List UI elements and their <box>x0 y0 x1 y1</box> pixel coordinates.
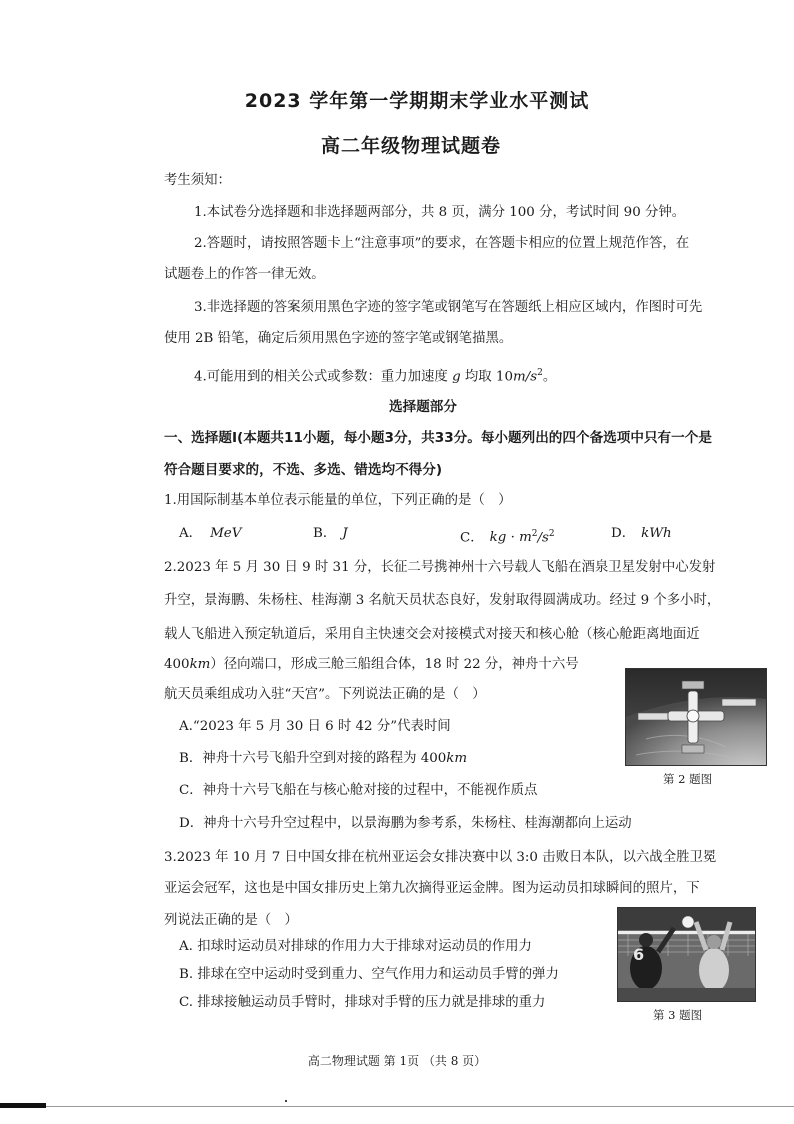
space-station-photo <box>625 668 767 766</box>
scan-edge-mark <box>0 1103 46 1108</box>
jersey-number: 6 <box>633 945 645 964</box>
q1-option-b <box>313 525 348 543</box>
q3-figure-caption: 第 3 题图 <box>653 1008 703 1022</box>
notice-item-2-line-2: 试题卷上的作答一律无效。 <box>164 267 325 282</box>
notice-heading: 考生须知： <box>164 173 231 188</box>
q1-option-c-exp-2: 2 <box>548 529 555 539</box>
q1-option-d-value: kWh <box>641 526 672 541</box>
section-heading-line-1: 一、选择题Ⅰ(本题共11小题，每小题3分，共33分。每小题列出的四个备选项中只有一个是 <box>164 430 712 446</box>
notice-item-2-line-1: 2.答题时，请按照答题卡上“注意事项”的要求，在答题卡相应的位置上规范作答，在 <box>194 236 690 251</box>
q1-option-c <box>460 525 555 547</box>
notice-item-3-line-1: 3.非选择题的答案须用黑色字迹的签字笔或钢笔写在答题纸上相应区域内，作图时可先 <box>194 300 703 315</box>
q1-option-d-label: D． <box>611 526 636 541</box>
q2-option-b-text: B．神舟十六号飞船升空到对接的路程为 400 <box>179 751 447 766</box>
q2-line-5: 航天员乘组成功入驻“天宫”。下列说法正确的是（ ） <box>164 687 486 702</box>
q1-option-a-label: A． <box>179 526 203 541</box>
q2-option-b <box>179 750 467 768</box>
symbol-g: g <box>452 369 461 385</box>
scan-speck <box>285 1100 287 1102</box>
section-heading-line-2: 符合题目要求的，不选、多选、错选均不得分) <box>164 462 443 478</box>
q2-option-c: C．神舟十六号飞船在与核心舱对接的过程中，不能视作质点 <box>179 783 538 798</box>
q1-option-c-value: kg · m <box>489 530 532 546</box>
notice-item-1: 1.本试卷分选择题和非选择题两部分，共 8 页，满分 100 分，考试时间 90 分钟。 <box>194 205 686 220</box>
q2-option-b-unit: km <box>446 751 468 766</box>
scan-edge-line <box>46 1106 794 1107</box>
q1-option-b-value: J <box>342 526 348 541</box>
q2-line-3: 载人飞船进入预定轨道后，采用自主快速交会对接模式对接天和核心舱（核心舱距离地面近 <box>164 627 700 642</box>
q3-option-b: B. 排球在空中运动时受到重力、空气作用力和运动员手臂的弹力 <box>179 967 559 982</box>
q1-option-a-value: MeV <box>210 526 242 541</box>
q1-option-d <box>611 525 672 543</box>
unit-exponent: 2 <box>537 368 543 378</box>
notice-item-4-end: 。 <box>542 369 557 385</box>
exam-subtitle: 高二年级物理试题卷 <box>320 135 501 157</box>
q3-option-c: C. 排球接触运动员手臂时，排球对手臂的压力就是排球的重力 <box>179 995 546 1010</box>
q1-option-c-exp-1: 2 <box>531 529 538 539</box>
q1-option-b-label: B． <box>313 526 337 541</box>
q2-option-d: D．神舟十六号升空过程中，以景海鹏为参考系，朱杨柱、桂海潮都向上运动 <box>179 816 632 831</box>
q3-line-1: 3.2023 年 10 月 7 日中国女排在杭州亚运会女排决赛中以 3:0 击败日本队，以六战全胜卫冕 <box>164 850 717 865</box>
q2-line-4 <box>164 656 579 674</box>
q2-figure-caption: 第 2 题图 <box>663 772 713 786</box>
q2-distance-value: 400 <box>164 657 190 672</box>
q1-option-c-label: C． <box>460 530 484 546</box>
q2-option-a: A.“2023 年 5 月 30 日 6 时 42 分”代表时间 <box>179 719 451 734</box>
q2-distance-unit: km <box>189 657 211 672</box>
q3-line-2: 亚运会冠军，这也是中国女排历史上第九次摘得亚运金牌。图为运动员扣球瞬间的照片，下 <box>164 881 700 896</box>
unit-m-per-s: m/s <box>512 369 538 385</box>
q2-line-2: 升空，景海鹏、朱杨柱、桂海潮 3 名航天员状态良好，发射取得圆满成功。经过 9 个多小时， <box>164 593 721 608</box>
q1-option-c-per-s: /s <box>537 530 549 546</box>
notice-item-4-text: 4.可能用到的相关公式或参数：重力加速度 <box>194 369 453 385</box>
q1-option-a <box>179 525 241 543</box>
q3-option-a: A. 扣球时运动员对排球的作用力大于排球对运动员的作用力 <box>179 939 532 954</box>
page-footer: 高二物理试题 第 1页 （共 8 页） <box>307 1054 487 1068</box>
notice-item-4 <box>194 364 556 386</box>
q2-line-4-text: ）径向端口，形成三舱三船组合体，18 时 22 分，神舟十六号 <box>210 657 579 672</box>
q3-line-3: 列说法正确的是（ ） <box>164 913 298 928</box>
notice-item-4-value: 均取 10 <box>460 369 513 385</box>
notice-item-3-line-2: 使用 2B 铅笔，确定后须用黑色字迹的签字笔或钢笔描黑。 <box>164 331 513 346</box>
exam-title: 2023 学年第一学期期末学业水平测试 <box>244 90 590 112</box>
q2-line-1: 2.2023 年 5 月 30 日 9 时 31 分，长征二号携神州十六号载人飞船在酒泉卫星发射中心发射 <box>164 560 716 575</box>
section-title: 选择题部分 <box>389 399 457 415</box>
q1-stem: 1.用国际制基本单位表示能量的单位，下列正确的是（ ） <box>164 493 512 508</box>
